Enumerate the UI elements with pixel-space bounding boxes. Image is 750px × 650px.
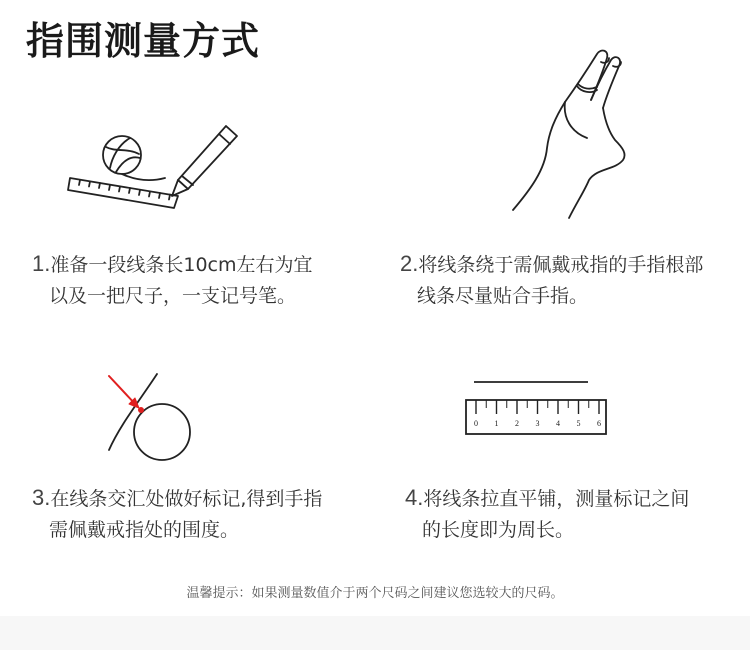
footer-tip: 温馨提示：如果测量数值介于两个尺码之间建议您选较大的尺码。 — [186, 586, 564, 601]
tools-illustration — [60, 110, 260, 220]
loop-illustration — [95, 370, 205, 465]
ruler-tick-label: 6 — [597, 419, 601, 428]
string-tail — [109, 374, 157, 450]
string-ball-icon — [103, 136, 165, 180]
step-4-line1: 将线条拉直平铺，测量标记之间 — [423, 488, 690, 510]
step-3 — [32, 482, 322, 546]
step-2-number: 2. — [400, 251, 419, 276]
step-2-line1: 将线条绕于需佩戴戒指的手指根部 — [418, 254, 704, 276]
measure-illustration — [460, 370, 610, 445]
pencil-icon — [172, 126, 237, 196]
ruler-tick-label: 4 — [556, 419, 560, 428]
mark-dot — [138, 407, 144, 413]
ruler-tick-label: 3 — [535, 419, 540, 428]
step-2 — [400, 248, 703, 312]
step-4-line2: 的长度即为周长。 — [422, 519, 575, 541]
ruler-tick-label: 5 — [576, 419, 581, 428]
ruler-tick-label: 1 — [494, 419, 499, 428]
ruler-tick-label: 0 — [474, 419, 478, 428]
step-1-line2: 以及一把尺子，一支记号笔。 — [49, 285, 297, 307]
step-1-line1: 准备一段线条长10cm左右为宜 — [50, 254, 313, 276]
step-4 — [405, 482, 689, 546]
step-3-line1: 在线条交汇处做好标记,得到手指 — [50, 488, 323, 510]
step-4-number: 4. — [405, 485, 424, 510]
step-2-line2: 线条尽量贴合手指。 — [417, 285, 589, 307]
step-3-number: 3. — [32, 485, 51, 510]
ruler-body — [466, 400, 606, 434]
ruler-tick-label: 2 — [515, 419, 519, 428]
step-1-number: 1. — [32, 251, 51, 276]
bottom-band — [0, 616, 750, 650]
step-3-line2: 需佩戴戒指处的围度。 — [49, 519, 240, 541]
hand-illustration — [505, 40, 645, 225]
step-1 — [32, 248, 313, 312]
page-title: 指围测量方式 — [26, 19, 261, 63]
ruler-icon — [68, 178, 178, 208]
